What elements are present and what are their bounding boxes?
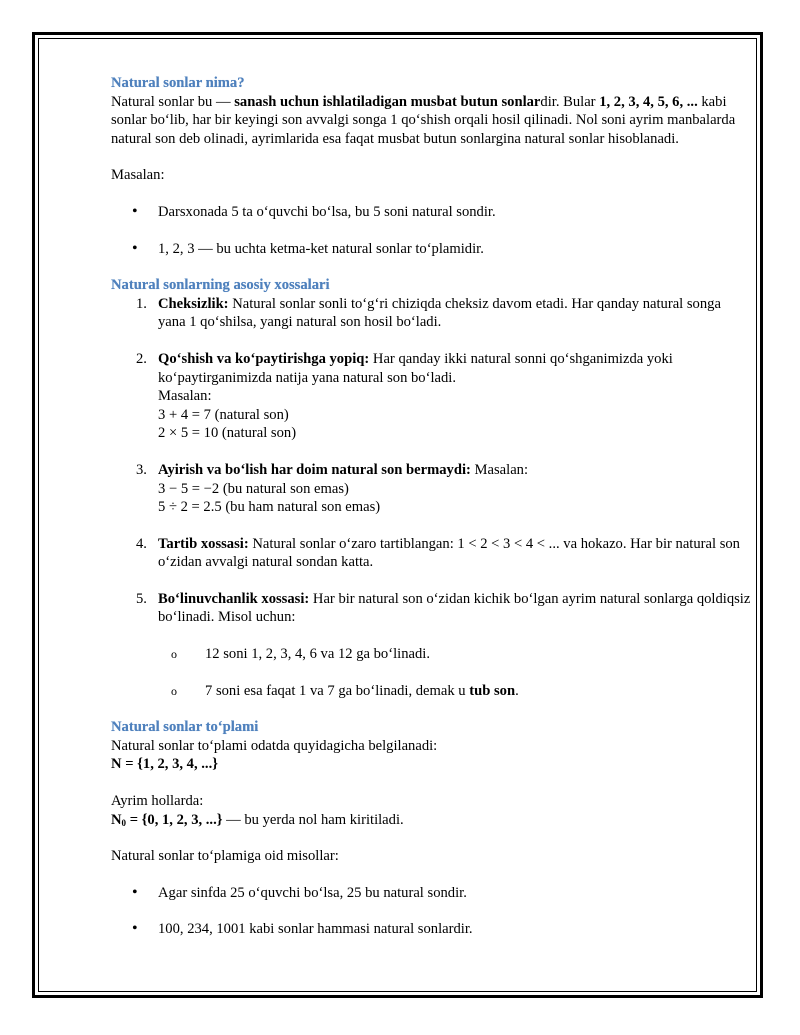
list-item: o 7 soni esa faqat 1 va 7 ga bo‘linadi, demak u tub son. bbox=[111, 682, 751, 701]
some-cases-label: Ayrim hollarda: bbox=[111, 793, 204, 810]
section-heading-what-are-natural-numbers: Natural sonlar nima? bbox=[111, 75, 245, 91]
list-item: o 12 soni 1, 2, 3, 4, 6 va 12 ga bo‘linadi. bbox=[111, 645, 751, 664]
property-item: 2. Qo‘shish va ko‘paytirishga yopiq: Har qanday ikki natural sonni qo‘shganimizda yoki ko‘paytirganimizda natija yana natural son bo‘ladi. Masalan: 3 + 4 = 7 (natural son) 2 × 5 = 10 (natural son) bbox=[136, 350, 673, 442]
section-heading-properties: Natural sonlarning asosiy xossalari bbox=[111, 277, 330, 294]
list-item: • Darsxonada 5 ta o‘quvchi bo‘lsa, bu 5 soni natural sondir. bbox=[111, 203, 751, 222]
property-item: 5. Bo‘linuvchanlik xossasi: Har bir natural son o‘zidan kichik bo‘lgan ayrim natural sonlarga qoldiqsiz bo‘linadi. Misol uchun: bbox=[136, 590, 751, 626]
list-item: • 1, 2, 3 — bu uchta ketma-ket natural sonlar to‘plamidir. bbox=[111, 240, 751, 259]
property-item: 1. Cheksizlik: Natural sonlar sonli to‘g‘ri chiziqda cheksiz davom etadi. Har qanday natural songa yana 1 qo‘shilsa, yangi natural son hosil bo‘ladi. bbox=[136, 295, 721, 331]
sequence-bold: 1, 2, 3, 4, 5, 6, ... bbox=[599, 93, 698, 110]
set-intro: Natural sonlar to‘plami odatda quyidagicha belgilanadi: bbox=[111, 737, 438, 754]
property-item: 3. Ayirish va bo‘lish har doim natural son bermaydi: Masalan: 3 − 5 = −2 (bu natural son emas) 5 ÷ 2 = 2.5 (bu ham natural son emas) bbox=[136, 461, 529, 516]
intro-paragraph: Natural sonlar bu — sanash uchun ishlatiladigan musbat butun sonlardir. Bular 1, 2, 3, 4, 5, 6, ... kabi sonlar bo‘lib, har bir keyingi son avvalgi songa 1 qo‘shish orqali hosil qilinadi. Nol soni ayrim manbalarda natural son deb olinadi, ayrimlarida esa faqat musbat butun sonlargina natural sonlar hisoblanadi. bbox=[111, 93, 736, 147]
document-body bbox=[111, 74, 751, 939]
example-list bbox=[111, 203, 751, 258]
divisibility-examples bbox=[111, 645, 751, 700]
properties-list bbox=[111, 295, 751, 627]
set-examples-list bbox=[111, 884, 751, 939]
list-item: • 100, 234, 1001 kabi sonlar hammasi natural sonlardir. bbox=[111, 920, 751, 939]
set-examples-label: Natural sonlar to‘plamiga oid misollar: bbox=[111, 848, 339, 865]
example-label: Masalan: bbox=[111, 167, 165, 184]
set-notation-with-zero: $N_0 = \{0$, 1, 2, 3, ...} — bu yerda nol ham kiritiladi. bbox=[111, 811, 404, 828]
property-item: 4. Tartib xossasi: Natural sonlar o‘zaro tartiblangan: 1 < 2 < 3 < 4 < ... va hokazo. Har bir natural son o‘zidan avvalgi natural sondan katta. bbox=[136, 535, 740, 571]
list-item: • Agar sinfda 25 o‘quvchi bo‘lsa, 25 bu natural sondir. bbox=[111, 884, 751, 903]
definition-bold: sanash uchun ishlatiladigan musbat butun sonlar bbox=[234, 93, 541, 110]
set-notation: N = {1, 2, 3, 4, ...} bbox=[111, 756, 218, 773]
section-heading-set: Natural sonlar to‘plami bbox=[111, 719, 259, 736]
